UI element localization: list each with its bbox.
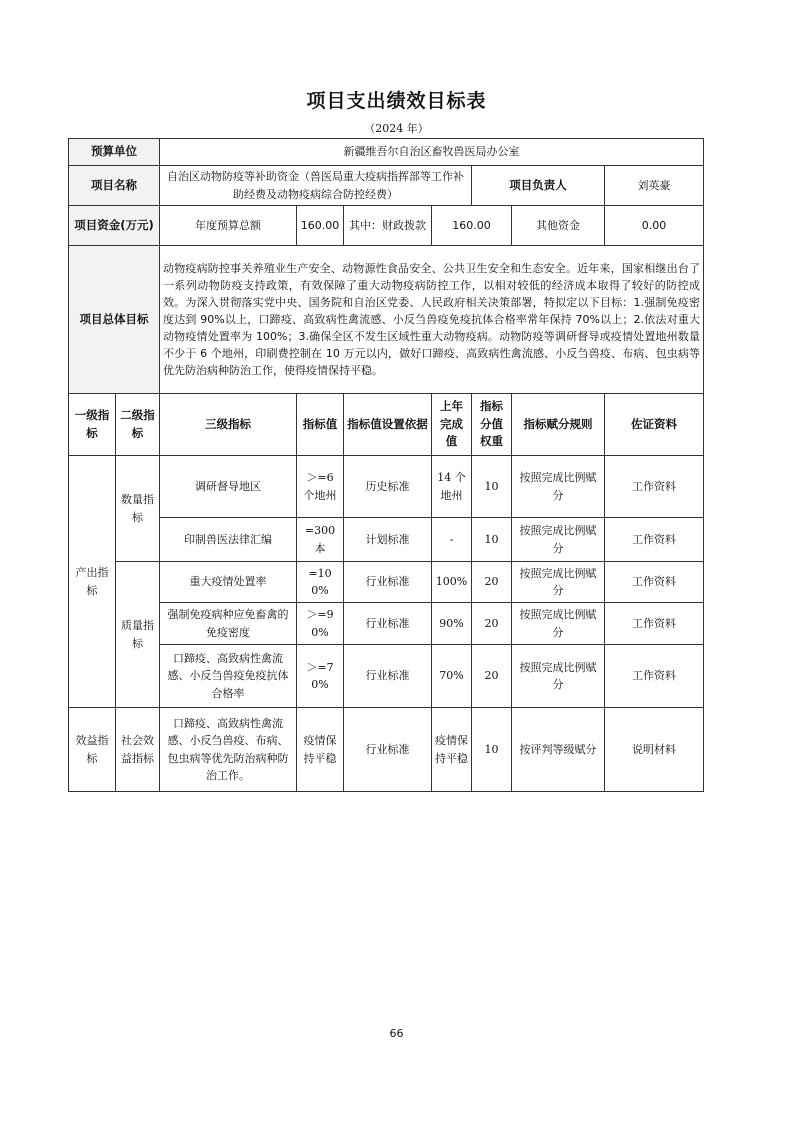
fiscal-value: 160.00 bbox=[432, 206, 512, 246]
annual-budget-value: 160.00 bbox=[297, 206, 344, 246]
basis-cell: 行业标准 bbox=[344, 645, 432, 708]
weight-cell: 10 bbox=[472, 456, 512, 518]
level3-cell: 口蹄疫、高致病性禽流感、小反刍兽疫免疫抗体合格率 bbox=[160, 645, 297, 708]
evidence-cell: 工作资料 bbox=[605, 456, 704, 518]
annual-budget-label: 年度预算总额 bbox=[160, 206, 297, 246]
level3-cell: 印制兽医法律汇编 bbox=[160, 518, 297, 562]
page-title: 项目支出绩效目标表 bbox=[306, 90, 487, 112]
last-year-cell: - bbox=[432, 518, 472, 562]
overall-goal-label: 项目总体目标 bbox=[69, 246, 160, 394]
header-level2: 二级指标 bbox=[116, 394, 160, 456]
year-label: （2024 年） bbox=[364, 122, 429, 135]
header-rule: 指标赋分规则 bbox=[512, 394, 605, 456]
other-funds-value: 0.00 bbox=[605, 206, 704, 246]
value-cell: ＞=6 个地州 bbox=[297, 456, 344, 518]
last-year-cell: 100% bbox=[432, 562, 472, 603]
level2-social-benefit: 社会效益指标 bbox=[116, 708, 160, 792]
header-last-year: 上年完成值 bbox=[432, 394, 472, 456]
level3-cell: 调研督导地区 bbox=[160, 456, 297, 518]
weight-cell: 10 bbox=[472, 518, 512, 562]
project-owner-value: 刘英豪 bbox=[605, 166, 704, 206]
evidence-cell: 工作资料 bbox=[605, 518, 704, 562]
rule-cell: 按照完成比例赋分 bbox=[512, 603, 605, 645]
evidence-cell: 工作资料 bbox=[605, 645, 704, 708]
table-row bbox=[69, 708, 704, 792]
basis-cell: 行业标准 bbox=[344, 708, 432, 792]
header-evidence: 佐证资料 bbox=[605, 394, 704, 456]
funds-label: 项目资金(万元) bbox=[69, 206, 160, 246]
table-row bbox=[69, 456, 704, 518]
last-year-cell: 14 个地州 bbox=[432, 456, 472, 518]
header-basis: 指标值设置依据 bbox=[344, 394, 432, 456]
page-number: 66 bbox=[389, 1027, 404, 1040]
value-cell: =100% bbox=[297, 562, 344, 603]
evidence-cell: 说明材料 bbox=[605, 708, 704, 792]
rule-cell: 按照完成比例赋分 bbox=[512, 518, 605, 562]
basis-cell: 计划标准 bbox=[344, 518, 432, 562]
project-name-label: 项目名称 bbox=[69, 166, 160, 206]
overall-goal-text: 动物疫病防控事关养殖业生产安全、动物源性食品安全、公共卫生安全和生态安全。近年来，国家相继出台了一系列动物防疫支持政策，有效保障了重大动物疫病防控工作，以相对较低的经济成本取得了较好的防控成效。为深入贯彻落实党中央、国务院和自治区党委、人民政府相关决策部署，特拟定以下目标：1.强制免疫密度达到 90%以上，口蹄疫、高致病性禽流感、小反刍兽疫免疫抗体合格率常年保持 70%以上；2.依法对重大动物疫情处置率为 100%；3.确保全区不发生区域性重大动物疫病。动物防疫等调研督导或疫情处置地州数量不少于 6 个地州，印刷费控制在 10 万元以内，做好口蹄疫、高致病性禽流感、小反刍兽疫、布病、包虫病等优先防治病种防治工作，使得疫情保持平稳。 bbox=[160, 246, 704, 394]
level2-quantity: 数量指标 bbox=[116, 456, 160, 562]
project-owner-label: 项目负责人 bbox=[472, 166, 605, 206]
rule-cell: 按评判等级赋分 bbox=[512, 708, 605, 792]
project-name-row bbox=[69, 166, 704, 206]
budget-unit-value: 新疆维吾尔自治区畜牧兽医局办公室 bbox=[160, 139, 704, 166]
value-cell: ＞=70% bbox=[297, 645, 344, 708]
other-funds-label: 其他资金 bbox=[512, 206, 605, 246]
budget-unit-row bbox=[69, 139, 704, 166]
last-year-cell: 90% bbox=[432, 603, 472, 645]
table-row bbox=[69, 562, 704, 603]
evidence-cell: 工作资料 bbox=[605, 603, 704, 645]
basis-cell: 行业标准 bbox=[344, 562, 432, 603]
level3-cell: 口蹄疫、高致病性禽流感、小反刍兽疫、布病、包虫病等优先防治病种防治工作。 bbox=[160, 708, 297, 792]
weight-cell: 20 bbox=[472, 645, 512, 708]
indicator-header-row bbox=[69, 394, 704, 456]
project-name-value: 自治区动物防疫等补助资金（兽医局重大疫病指挥部等工作补助经费及动物疫病综合防控经费） bbox=[160, 166, 472, 206]
basis-cell: 行业标准 bbox=[344, 603, 432, 645]
level3-cell: 强制免疫病种应免畜禽的免疫密度 bbox=[160, 603, 297, 645]
table-row bbox=[69, 603, 704, 645]
rule-cell: 按照完成比例赋分 bbox=[512, 645, 605, 708]
last-year-cell: 70% bbox=[432, 645, 472, 708]
last-year-cell: 疫情保持平稳 bbox=[432, 708, 472, 792]
weight-cell: 10 bbox=[472, 708, 512, 792]
overall-goal-row bbox=[69, 246, 704, 394]
evidence-cell: 工作资料 bbox=[605, 562, 704, 603]
value-cell: 疫情保持平稳 bbox=[297, 708, 344, 792]
level1-output: 产出指标 bbox=[69, 456, 116, 708]
table-row bbox=[69, 518, 704, 562]
level1-benefit: 效益指标 bbox=[69, 708, 116, 792]
funds-row bbox=[69, 206, 704, 246]
basis-cell: 历史标准 bbox=[344, 456, 432, 518]
rule-cell: 按照完成比例赋分 bbox=[512, 562, 605, 603]
budget-unit-label: 预算单位 bbox=[69, 139, 160, 166]
level3-cell: 重大疫情处置率 bbox=[160, 562, 297, 603]
fiscal-label: 其中：财政拨款 bbox=[344, 206, 432, 246]
header-value: 指标值 bbox=[297, 394, 344, 456]
value-cell: =300 本 bbox=[297, 518, 344, 562]
header-level3: 三级指标 bbox=[160, 394, 297, 456]
weight-cell: 20 bbox=[472, 562, 512, 603]
performance-table bbox=[68, 138, 704, 792]
level2-quality: 质量指标 bbox=[116, 562, 160, 708]
weight-cell: 20 bbox=[472, 603, 512, 645]
header-weight: 指标分值权重 bbox=[472, 394, 512, 456]
header-level1: 一级指标 bbox=[69, 394, 116, 456]
rule-cell: 按照完成比例赋分 bbox=[512, 456, 605, 518]
value-cell: ＞=90% bbox=[297, 603, 344, 645]
table-row bbox=[69, 645, 704, 708]
